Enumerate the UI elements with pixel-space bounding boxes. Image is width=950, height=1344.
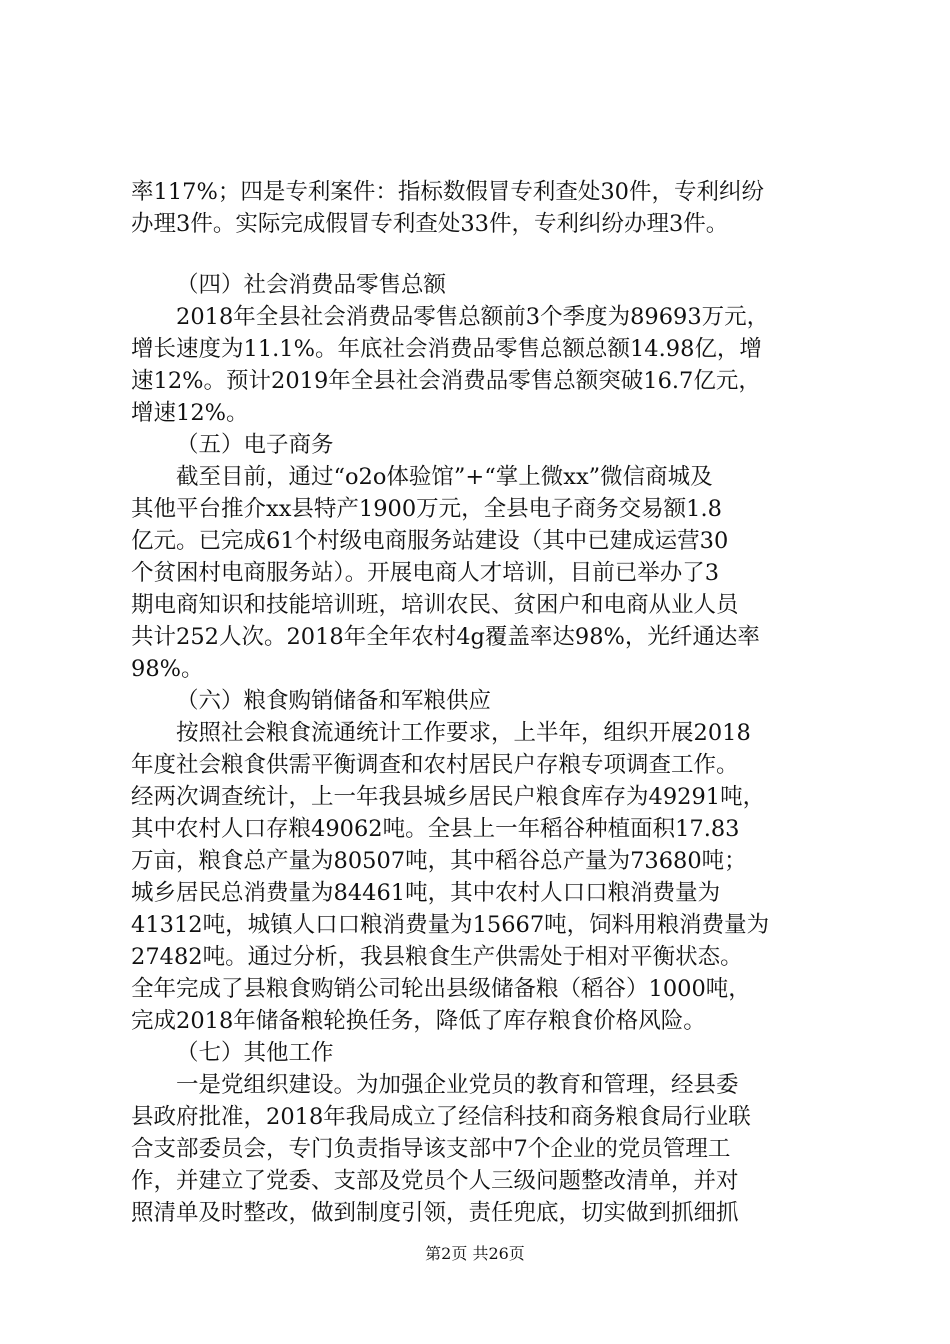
text-line: 万亩，粮食总产量为80507吨，其中稻谷总产量为73680吨；	[131, 848, 747, 874]
text-line: 城乡居民总消费量为84461吨，其中农村人口口粮消费量为	[131, 880, 721, 906]
text-line: 增长速度为11.1%。年底社会消费品零售总额总额14.98亿，增	[131, 336, 762, 362]
text-line: 县政府批准，2018年我局成立了经信科技和商务粮食局行业联	[131, 1104, 751, 1130]
text-line: 共计252人次。2018年全年农村4g覆盖率达98%，光纤通达率	[131, 624, 760, 650]
text-line: 年度社会粮食供需平衡调查和农村居民户存粮专项调查工作。	[131, 752, 739, 778]
text-line: 按照社会粮食流通统计工作要求，上半年，组织开展2018	[176, 720, 751, 746]
document-body	[131, 176, 831, 1229]
text-line: 完成2018年储备粮轮换任务，降低了库存粮食价格风险。	[131, 1008, 706, 1034]
text-line: 作，并建立了党委、支部及党员个人三级问题整改清单，并对	[131, 1168, 739, 1194]
text-line: 期电商知识和技能培训班，培训农民、贫困户和电商从业人员	[131, 592, 739, 618]
text-line: 率117%；四是专利案件：指标数假冒专利查处30件，专利纠纷	[131, 179, 764, 205]
text-line: 照清单及时整改，做到制度引领，责任兜底，切实做到抓细抓	[131, 1200, 739, 1226]
text-line: 速12%。预计2019年全县社会消费品零售总额突破16.7亿元，	[131, 368, 761, 394]
text-line: （五）电子商务	[176, 432, 334, 458]
paragraph-gap	[131, 240, 831, 269]
text-line: 办理3件。实际完成假冒专利查处33件，专利纠纷办理3件。	[131, 211, 729, 237]
text-line: （六）粮食购销储备和军粮供应	[176, 688, 492, 714]
text-line: 全年完成了县粮食购销公司轮出县级储备粮（稻谷）1000吨，	[131, 976, 751, 1002]
text-line: 亿元。已完成61个村级电商服务站建设（其中已建成运营30	[131, 528, 729, 554]
text-line: 一是党组织建设。为加强企业党员的教育和管理，经县委	[176, 1072, 739, 1098]
text-line: 27482吨。通过分析，我县粮食生产供需处于相对平衡状态。	[131, 944, 743, 970]
text-line: 98%。	[131, 656, 204, 682]
text-line: 截至目前，通过“o2o体验馆”+“掌上微xx”微信商城及	[176, 464, 713, 490]
text-line: 41312吨，城镇人口口粮消费量为15667吨，饲料用粮消费量为	[131, 912, 770, 938]
text-line: （四）社会消费品零售总额	[176, 272, 447, 298]
text-line: （七）其他工作	[176, 1040, 334, 1066]
text-line: 其他平台推介xx县特产1900万元，全县电子商务交易额1.8	[131, 496, 722, 522]
page-footer: 第2页 共26页	[425, 1244, 525, 1263]
text-line: 增速12%。	[131, 400, 249, 426]
text-line: 个贫困村电商服务站）。开展电商人才培训，目前已举办了3	[131, 560, 720, 586]
text-line: 其中农村人口存粮49062吨。全县上一年稻谷种植面积17.83	[131, 816, 740, 842]
text-line: 2018年全县社会消费品零售总额前3个季度为89693万元，	[176, 304, 770, 330]
text-line: 经两次调查统计，上一年我县城乡居民户粮食库存为49291吨，	[131, 784, 766, 810]
text-line: 合支部委员会，专门负责指导该支部中7个企业的党员管理工	[131, 1136, 731, 1162]
